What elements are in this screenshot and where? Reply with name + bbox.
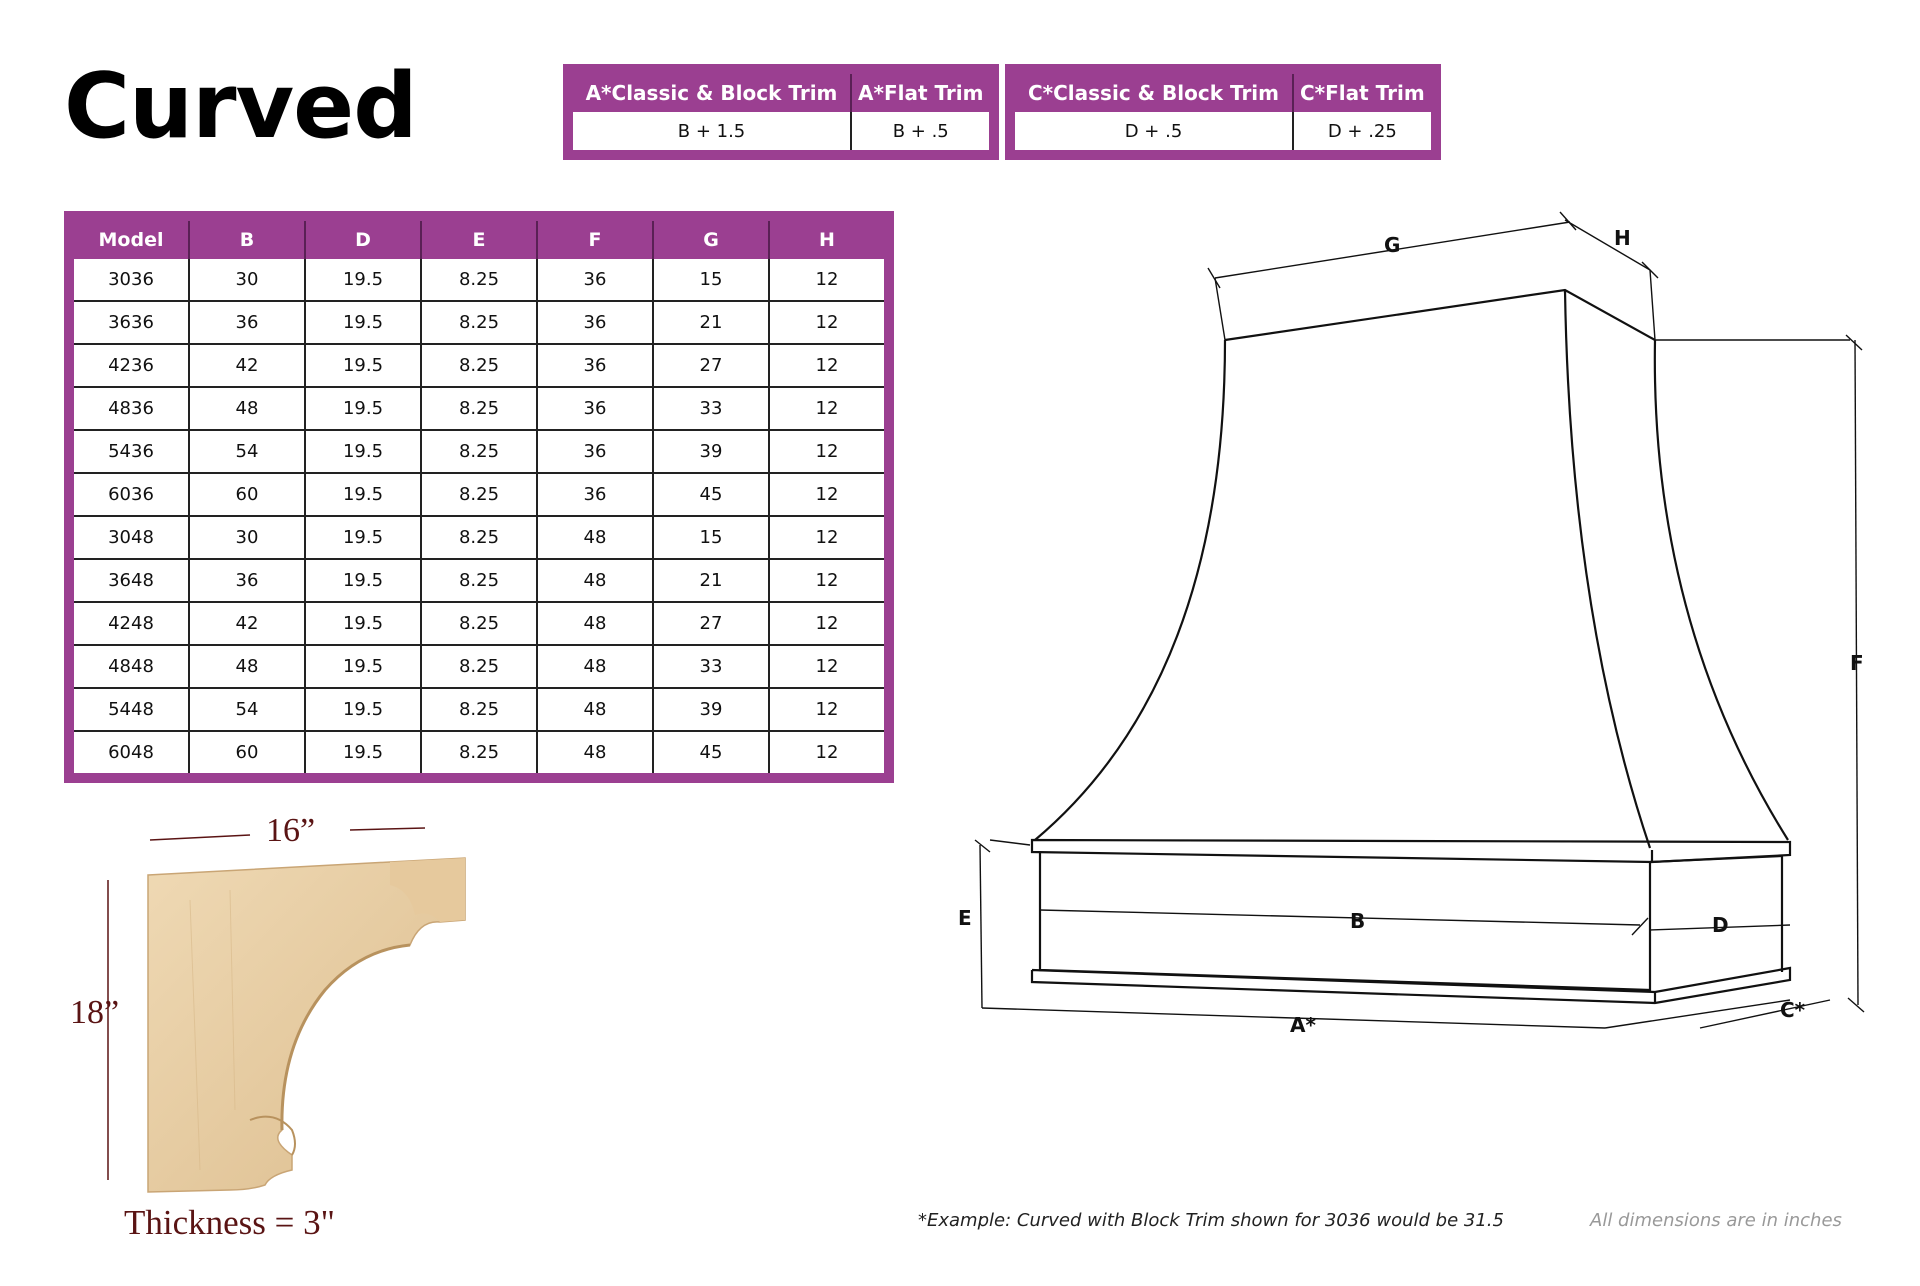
table-cell: 8.25 [421,559,537,602]
table-cell: 39 [653,688,769,731]
table-row [69,731,889,778]
hood-label-b: B [1350,909,1366,933]
dimension-table [64,211,894,783]
table-row [69,301,889,344]
table-cell: 12 [769,559,889,602]
table-cell: 19.5 [305,731,421,778]
table-cell: 15 [653,516,769,559]
table-cell: 48 [537,516,653,559]
model-cell: 6036 [69,473,189,516]
corbel-width-line [350,828,425,830]
model-cell: 6048 [69,731,189,778]
table-cell: 54 [189,430,305,473]
table-cell: 60 [189,731,305,778]
table-cell: 19.5 [305,387,421,430]
table-cell: 45 [653,731,769,778]
table-cell: 8.25 [421,516,537,559]
table-cell: 21 [653,301,769,344]
table-cell: 36 [189,559,305,602]
table-header: Model [69,216,189,259]
table-cell: 8.25 [421,301,537,344]
table-cell: 36 [537,259,653,301]
table-cell: 12 [769,259,889,301]
table-cell: 48 [537,602,653,645]
table-cell: 36 [537,301,653,344]
table-cell: 19.5 [305,259,421,301]
table-cell: 12 [769,430,889,473]
table-cell: 33 [653,645,769,688]
corbel-illustration [60,810,490,1250]
table-cell: 48 [189,645,305,688]
table-header: A*Flat Trim [858,81,984,105]
dimension-line-e [980,845,982,1008]
hood-label-d: D [1712,913,1729,937]
table-cell: 36 [537,387,653,430]
table-row [69,602,889,645]
table-cell: 19.5 [305,602,421,645]
hood-front-corner-curve [1565,290,1650,848]
model-cell: 3036 [69,259,189,301]
table-row [69,387,889,430]
table-cell: 42 [189,344,305,387]
corbel-height-label: 18” [70,994,120,1031]
table-cell: 48 [537,688,653,731]
table-cell: 27 [653,602,769,645]
table-cell: 30 [189,516,305,559]
table-cell: 8.25 [421,344,537,387]
table-cell: 54 [189,688,305,731]
model-cell: 3636 [69,301,189,344]
table-cell: 19.5 [305,559,421,602]
hood-base-box [1040,852,1650,990]
corbel-width-label: 16” [266,812,316,849]
table-header: H [819,229,835,251]
table-cell: 36 [537,430,653,473]
table-cell: 8.25 [421,473,537,516]
table-cell: 19.5 [305,301,421,344]
hood-right-curve [1655,340,1788,840]
table-header: F [537,216,653,259]
table-row [69,473,889,516]
table-header: E [421,216,537,259]
table-header-row [69,216,889,259]
table-cell: D + .5 [1010,112,1293,155]
table-cell: 8.25 [421,259,537,301]
table-cell: 19.5 [305,430,421,473]
table-cell: 48 [537,559,653,602]
model-cell: 4836 [69,387,189,430]
table-cell: 12 [769,473,889,516]
table-cell: 12 [769,602,889,645]
table-cell: 8.25 [421,731,537,778]
table-cell: 8.25 [421,688,537,731]
table-cell: 8.25 [421,602,537,645]
table-header: D [305,216,421,259]
table-cell: 39 [653,430,769,473]
hood-label-e: E [958,906,972,930]
hood-top-edge [1225,290,1655,340]
hood-bottom-trim [1032,968,1790,1003]
table-cell: 42 [189,602,305,645]
table-cell: B + .5 [851,112,994,155]
table-cell: 36 [189,301,305,344]
table-cell: 15 [653,259,769,301]
hood-top-trim [1032,840,1790,862]
table-cell: 19.5 [305,688,421,731]
table-cell: 19.5 [305,645,421,688]
model-cell: 3048 [69,516,189,559]
table-cell: 60 [189,473,305,516]
table-cell: 12 [769,731,889,778]
hood-diagram [950,200,1880,1060]
table-cell: B + 1.5 [568,112,851,155]
table-cell: 12 [769,301,889,344]
table-header: A*Classic & Block Trim [568,69,851,112]
hood-label-h: H [1614,226,1631,250]
table-cell: D + .25 [1293,112,1436,155]
trim-formula-table-a [563,64,999,160]
table-cell: 21 [653,559,769,602]
table-cell: 36 [537,344,653,387]
table-cell: 45 [653,473,769,516]
table-cell: 12 [769,344,889,387]
table-cell: 48 [537,645,653,688]
table-header: C*Flat Trim [1300,81,1425,105]
table-cell: 30 [189,259,305,301]
table-cell: 12 [769,645,889,688]
table-row [69,688,889,731]
table-row [69,516,889,559]
table-cell: 8.25 [421,387,537,430]
table-row [69,430,889,473]
table-header: G [653,216,769,259]
units-note: All dimensions are in inches [1590,1210,1842,1231]
table-header: C*Classic & Block Trim [1010,69,1293,112]
table-row [69,559,889,602]
model-cell: 4248 [69,602,189,645]
model-cell: 3648 [69,559,189,602]
table-row [69,645,889,688]
trim-formula-table-c [1005,64,1441,160]
table-cell: 48 [537,731,653,778]
table-cell: 19.5 [305,516,421,559]
dimension-line-b [1040,910,1640,925]
hood-left-curve [1035,340,1225,840]
model-cell: 5448 [69,688,189,731]
table-cell: 19.5 [305,473,421,516]
example-footnote: *Example: Curved with Block Trim shown for 3036 would be 31.5 [918,1210,1504,1231]
table-cell: 36 [537,473,653,516]
table-cell: 19.5 [305,344,421,387]
hood-label-g: G [1384,233,1401,257]
table-row [69,344,889,387]
model-cell: 4236 [69,344,189,387]
corbel-thickness-label: Thickness = 3" [124,1203,335,1242]
table-cell: 8.25 [421,645,537,688]
table-header: B [189,216,305,259]
page-title: Curved [64,54,417,159]
model-cell: 4848 [69,645,189,688]
table-cell: 27 [653,344,769,387]
table-row [69,259,889,301]
table-cell: 8.25 [421,430,537,473]
hood-label-a: A* [1290,1013,1316,1037]
hood-label-f: F [1850,651,1864,675]
hood-label-c: C* [1780,998,1806,1022]
dimension-line-h [1565,220,1650,270]
corbel-width-line [150,835,250,840]
table-cell: 12 [769,516,889,559]
table-cell: 12 [769,688,889,731]
model-cell: 5436 [69,430,189,473]
table-cell: 33 [653,387,769,430]
table-cell: 48 [189,387,305,430]
table-cell: 12 [769,387,889,430]
